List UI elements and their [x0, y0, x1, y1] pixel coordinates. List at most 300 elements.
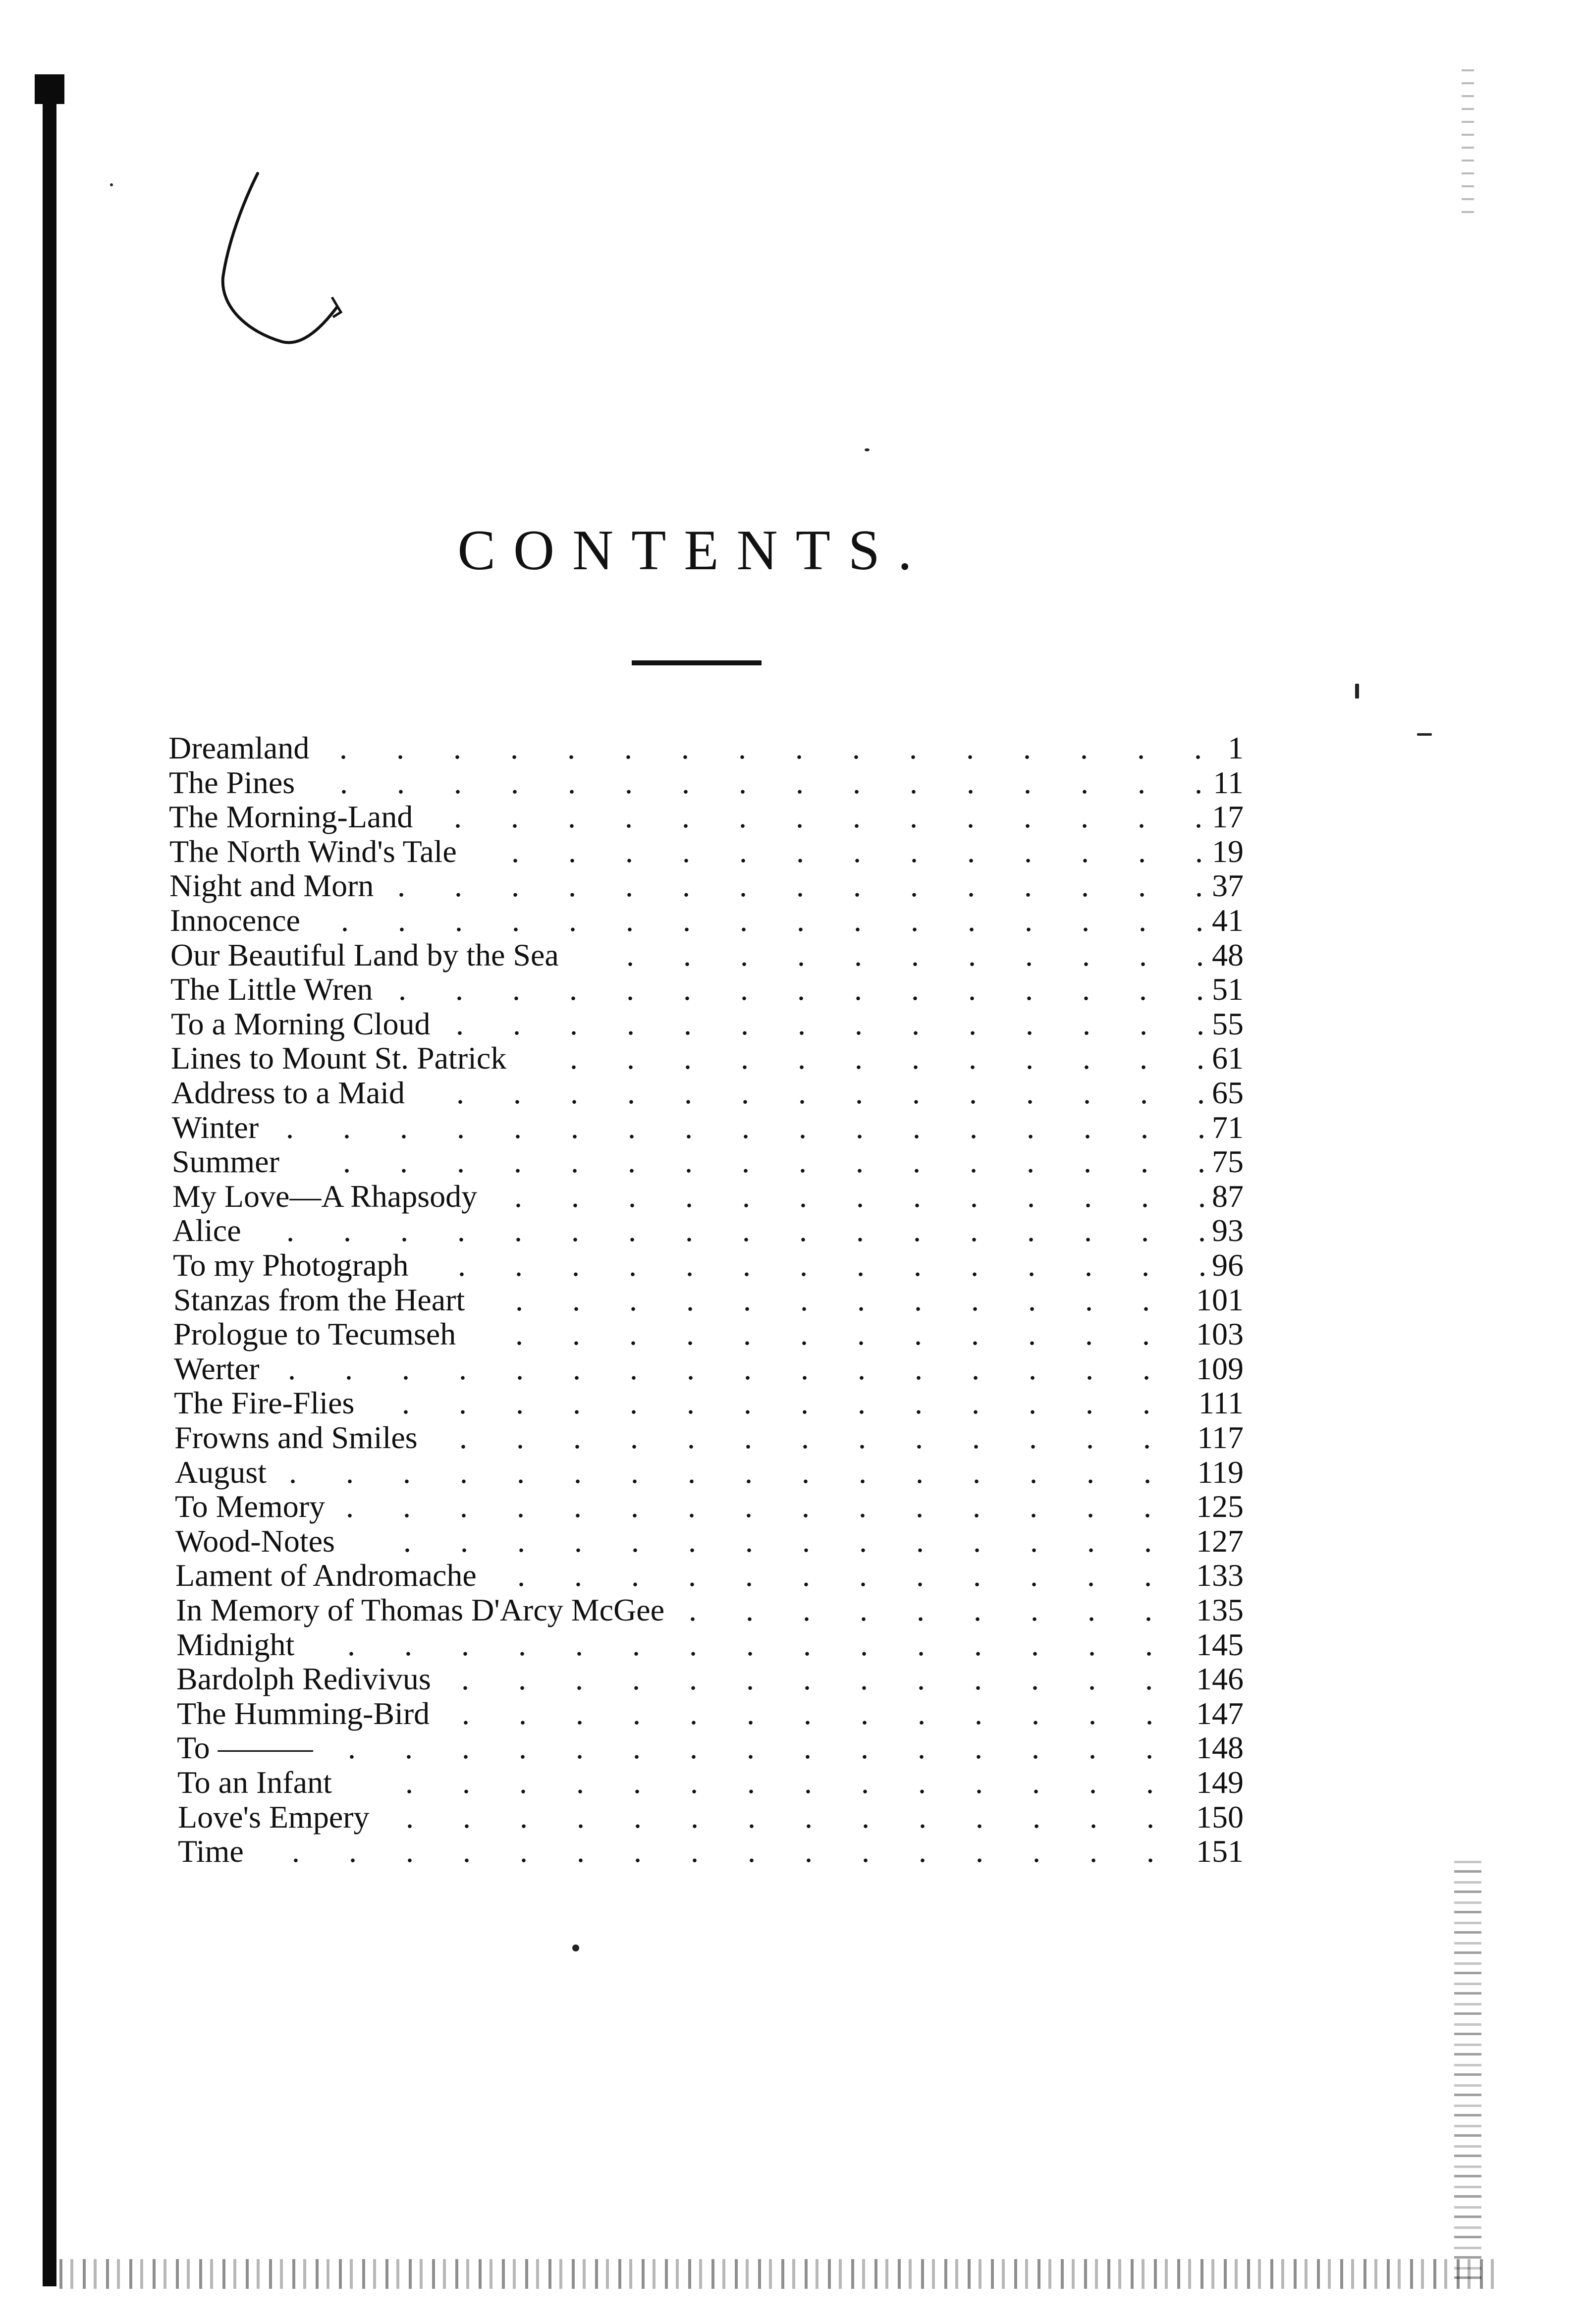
leader-dot: . — [802, 1489, 810, 1524]
leader-dot: . — [970, 1110, 978, 1145]
leader-dot: . — [625, 799, 633, 834]
toc-entry-page: 150 — [1196, 1799, 1244, 1835]
leader-dot: . — [569, 903, 577, 938]
leader-dot: . — [1087, 1489, 1094, 1524]
leader-dot: . — [511, 868, 519, 903]
leader-dot: . — [913, 1213, 921, 1248]
toc-entry — [177, 1730, 1244, 1765]
leader-dot: . — [511, 765, 519, 800]
toc-entry — [172, 1179, 1244, 1214]
leader-dot: . — [856, 1144, 864, 1179]
leader-dot: . — [631, 1489, 639, 1524]
leader-dot: . — [1032, 1696, 1039, 1731]
toc-entry-title: Night and Morn — [169, 868, 374, 903]
leader-dot: . — [685, 1213, 693, 1248]
leader-dot: . — [915, 1351, 923, 1386]
leader-dot: . — [1024, 834, 1032, 869]
leader-dot: . — [339, 730, 347, 765]
leader-dot: . — [800, 1316, 808, 1351]
leader-dot: . — [1145, 1627, 1153, 1662]
leader-dot: . — [341, 903, 349, 938]
leader-dot: . — [1145, 1592, 1152, 1627]
leader-dot: . — [632, 1627, 640, 1662]
leader-dot: . — [458, 1247, 466, 1283]
leader-dot: . — [1086, 1385, 1093, 1420]
leader-dot: . — [799, 1110, 807, 1145]
leader-dot: . — [454, 765, 462, 800]
leader-dot: . — [631, 1558, 639, 1593]
leader-dot: . — [682, 868, 690, 903]
leader-dot: . — [1026, 1040, 1034, 1076]
leader-dot: . — [1027, 1213, 1035, 1248]
toc-entry — [169, 834, 1244, 869]
leader-dot: . — [803, 1661, 811, 1696]
leader-dot: . — [632, 1661, 640, 1696]
leader-dot: . — [968, 972, 976, 1007]
leader-dot: . — [687, 1351, 695, 1386]
toc-entry — [175, 1489, 1244, 1524]
leader-dot: . — [853, 868, 861, 903]
leader-dot: . — [1027, 1179, 1035, 1214]
leader-dot: . — [1144, 1523, 1152, 1559]
leader-dot: . — [970, 1179, 978, 1214]
leader-dot: . — [630, 1420, 638, 1455]
leader-dot: . — [738, 730, 746, 765]
leader-dot: . — [568, 868, 576, 903]
leader-dot: . — [1090, 1799, 1097, 1835]
leader-dot: . — [1196, 937, 1204, 973]
leader-dot: . — [803, 1592, 811, 1627]
leader-dot: . — [974, 1627, 982, 1662]
leader-dot: . — [455, 903, 463, 938]
toc-entry-page: 148 — [1196, 1730, 1244, 1765]
leader-dot: . — [1138, 868, 1146, 903]
leader-dot: . — [916, 1455, 924, 1490]
leader-dot: . — [862, 1799, 870, 1835]
leader-dot: . — [1145, 1730, 1153, 1765]
leader-dot: . — [971, 1247, 979, 1283]
leader-dot: . — [569, 972, 577, 1007]
toc-entry — [176, 1662, 1244, 1696]
leader-dot: . — [975, 1730, 982, 1765]
leader-dot: . — [799, 1144, 807, 1179]
toc-entry — [170, 903, 1244, 938]
leader-dot: . — [801, 1420, 809, 1455]
page-speck — [865, 448, 870, 451]
leader-dot: . — [343, 1144, 351, 1179]
leader-dot: . — [913, 1179, 921, 1214]
toc-entry-page: 41 — [1212, 903, 1244, 938]
leader-dot: . — [1198, 1213, 1206, 1248]
toc-entry-page: 65 — [1212, 1075, 1244, 1110]
leader-dot: . — [740, 972, 748, 1007]
leader-dot: . — [454, 868, 462, 903]
leader-dot: . — [798, 1006, 806, 1041]
leader-dot: . — [628, 1179, 636, 1214]
leader-dot: . — [1141, 1110, 1148, 1145]
leader-dot: . — [629, 1316, 637, 1351]
leader-dot: . — [800, 1247, 808, 1283]
toc-entry-page: 87 — [1212, 1179, 1244, 1214]
leader-dot: . — [682, 799, 690, 834]
leader-dot: . — [630, 1351, 638, 1386]
leader-dot: . — [745, 1455, 753, 1490]
leader-dot: . — [1089, 1765, 1097, 1800]
leader-dot: . — [397, 765, 405, 800]
toc-entry — [173, 1317, 1244, 1351]
leader-dot: . — [625, 868, 633, 903]
leader-dot: . — [1083, 1006, 1090, 1041]
leader-dot: . — [969, 1075, 977, 1110]
leader-dot: . — [741, 1006, 749, 1041]
leader-dot: . — [802, 1523, 810, 1559]
toc-entry-page: 61 — [1212, 1040, 1244, 1076]
leader-dot: . — [517, 1489, 525, 1524]
leader-dot: . — [796, 799, 804, 834]
leader-dot: . — [462, 1696, 470, 1731]
leader-dot: . — [571, 1144, 579, 1179]
leader-dot: . — [745, 1558, 753, 1593]
leader-dot: . — [967, 765, 975, 800]
leader-dot: . — [1198, 1144, 1205, 1179]
leader-dot: . — [460, 1523, 468, 1559]
leader-dot: . — [515, 1282, 523, 1317]
leader-dot: . — [857, 1316, 865, 1351]
leader-dot: . — [916, 1558, 924, 1593]
leader-dot: . — [461, 1627, 469, 1662]
leader-dot: . — [853, 765, 861, 800]
leader-dot: . — [403, 1455, 411, 1490]
leader-dot: . — [573, 1385, 581, 1420]
toc-entry-title: The Humming-Bird — [177, 1696, 430, 1731]
leader-dot: . — [683, 903, 691, 938]
leader-dot: . — [858, 1420, 866, 1455]
toc-entry — [174, 1420, 1244, 1455]
leader-dot: . — [742, 1213, 750, 1248]
leader-dot: . — [739, 765, 747, 800]
toc-entry — [173, 1248, 1244, 1283]
leader-dot: . — [918, 1696, 926, 1731]
leader-dot: . — [685, 1110, 693, 1145]
toc-entry-title: Bardolph Redivivus — [176, 1661, 431, 1696]
leader-dot: . — [404, 1627, 412, 1662]
leader-dot: . — [406, 1834, 414, 1869]
leader-dot: . — [858, 1351, 866, 1386]
leader-dot: . — [403, 1489, 411, 1524]
leader-dot: . — [575, 1627, 583, 1662]
leader-dot: . — [972, 1385, 980, 1420]
leader-dot: . — [571, 1213, 579, 1248]
leader-dot: . — [912, 1075, 920, 1110]
leader-dot: . — [516, 1420, 524, 1455]
leader-dot: . — [1027, 1144, 1035, 1179]
leader-dot: . — [513, 1075, 521, 1110]
toc-entry-title: Wood-Notes — [175, 1523, 335, 1559]
leader-dot: . — [687, 1385, 695, 1420]
leader-dot: . — [968, 937, 976, 973]
leader-dot: . — [917, 1592, 925, 1627]
leader-dot: . — [1199, 1247, 1206, 1283]
leader-dot: . — [739, 799, 747, 834]
leader-dot: . — [460, 1489, 468, 1524]
leader-dot: . — [802, 1558, 810, 1593]
leader-dot: . — [1023, 730, 1031, 765]
leader-dot: . — [743, 1282, 751, 1317]
leader-dot: . — [748, 1834, 756, 1869]
toc-entry-page: 48 — [1212, 937, 1244, 973]
leader-dot: . — [684, 1040, 692, 1076]
toc-entry-title: Winter — [172, 1110, 259, 1145]
leader-dot: . — [804, 1765, 812, 1800]
leader-dot: . — [683, 937, 691, 973]
toc-entry-title: Dreamland — [168, 730, 310, 765]
leader-dot: . — [1143, 1420, 1151, 1455]
leader-dot: . — [970, 1213, 978, 1248]
leader-dot: . — [633, 1696, 641, 1731]
toc-entry-title: To ——— — [177, 1730, 313, 1765]
toc-entry — [177, 1765, 1244, 1800]
leader-dot: . — [398, 972, 406, 1007]
leader-dot: . — [801, 1351, 809, 1386]
leader-dot: . — [743, 1247, 751, 1283]
leader-dot: . — [805, 1799, 813, 1835]
leader-dot: . — [861, 1765, 869, 1800]
leader-dot: . — [520, 1799, 528, 1835]
leader-dot: . — [1032, 1730, 1039, 1765]
toc-entry-title: The Fire-Flies — [174, 1385, 355, 1420]
leader-dot: . — [1030, 1489, 1037, 1524]
leader-dot: . — [519, 1765, 527, 1800]
leader-dot: . — [861, 1730, 869, 1765]
leader-dot: . — [625, 834, 633, 869]
leader-dot: . — [513, 1006, 521, 1041]
leader-dot: . — [514, 1110, 522, 1145]
leader-dot: . — [574, 1523, 582, 1559]
leader-dot: . — [1081, 799, 1089, 834]
leader-dot: . — [911, 972, 919, 1007]
leader-dot: . — [400, 1144, 408, 1179]
toc-entry — [176, 1627, 1244, 1662]
leader-dot: . — [742, 1110, 750, 1145]
leader-dot: . — [633, 1730, 641, 1765]
toc-entry-page: 11 — [1213, 765, 1244, 800]
toc-entry-page: 103 — [1196, 1316, 1244, 1351]
leader-dot: . — [1198, 1179, 1206, 1214]
leader-dot: . — [690, 1765, 698, 1800]
toc-entry — [174, 1386, 1244, 1420]
leader-dot: . — [1029, 1420, 1037, 1455]
leader-dot: . — [801, 1385, 809, 1420]
leader-dot: . — [627, 1006, 635, 1041]
leader-dot: . — [463, 1834, 471, 1869]
leader-dot: . — [682, 834, 690, 869]
leader-dot: . — [684, 1006, 692, 1041]
leader-dot: . — [747, 1696, 755, 1731]
leader-dot: . — [912, 1006, 920, 1041]
page-speck — [1417, 733, 1432, 736]
leader-dot: . — [800, 1282, 808, 1317]
leader-dot: . — [343, 1110, 351, 1145]
toc-entry — [175, 1524, 1244, 1559]
toc-entry-title: Alice — [172, 1213, 241, 1248]
leader-dot: . — [914, 1282, 922, 1317]
leader-dot: . — [568, 765, 576, 800]
leader-dot: . — [683, 972, 691, 1007]
leader-dot: . — [742, 1144, 750, 1179]
leader-dot: . — [460, 1455, 468, 1490]
leader-dot: . — [631, 1523, 639, 1559]
leader-dot: . — [909, 730, 917, 765]
leader-dot: . — [799, 1179, 807, 1214]
page-speck — [572, 1945, 579, 1951]
page-speck — [110, 183, 113, 186]
leader-dot: . — [858, 1385, 866, 1420]
leader-dot: . — [519, 1696, 527, 1731]
leader-dot: . — [628, 1110, 636, 1145]
leader-dot: . — [1087, 1455, 1094, 1490]
leader-dot: . — [518, 1661, 526, 1696]
leader-dot: . — [689, 1592, 697, 1627]
leader-dot: . — [1031, 1627, 1039, 1662]
leader-dot: . — [682, 765, 690, 800]
toc-entry-title: Stanzas from the Heart — [173, 1282, 465, 1317]
leader-dot: . — [915, 1420, 923, 1455]
leader-dot: . — [911, 937, 919, 973]
leader-dot: . — [685, 1179, 693, 1214]
leader-dot: . — [292, 1834, 300, 1869]
leader-dot: . — [853, 834, 861, 869]
leader-dot: . — [746, 1627, 754, 1662]
toc-entry — [169, 765, 1244, 800]
toc-entry-page: 96 — [1212, 1247, 1244, 1283]
leader-dot: . — [796, 765, 804, 800]
leader-dot: . — [628, 1213, 636, 1248]
leader-dot: . — [345, 1351, 353, 1386]
toc-entry — [178, 1800, 1244, 1835]
leader-dot: . — [967, 868, 975, 903]
leader-dot: . — [973, 1558, 981, 1593]
leader-dot: . — [740, 903, 748, 938]
toc-entry — [169, 868, 1244, 903]
leader-dot: . — [740, 937, 748, 973]
toc-entry-page: 1 — [1228, 730, 1244, 765]
leader-dot: . — [459, 1420, 467, 1455]
leader-dot: . — [804, 1730, 812, 1765]
leader-dot: . — [1089, 1730, 1096, 1765]
leader-dot: . — [1087, 1523, 1095, 1559]
leader-dot: . — [910, 765, 918, 800]
leader-dot: . — [573, 1351, 581, 1386]
leader-dot: . — [686, 1282, 694, 1317]
leader-dot: . — [972, 1351, 980, 1386]
page-speck — [1355, 684, 1359, 699]
leader-dot: . — [459, 1385, 467, 1420]
leader-dot: . — [856, 1110, 864, 1145]
leader-dot: . — [518, 1627, 526, 1662]
leader-dot: . — [1195, 799, 1202, 834]
leader-dot: . — [512, 903, 520, 938]
leader-dot: . — [1029, 1351, 1036, 1386]
leader-dot: . — [860, 1661, 868, 1696]
leader-dot: . — [688, 1523, 696, 1559]
page-title: CONTENTS. — [457, 519, 930, 582]
leader-dot: . — [512, 972, 520, 1007]
leader-dot: . — [626, 972, 634, 1007]
leader-dot: . — [461, 1661, 469, 1696]
leader-dot: . — [972, 1420, 980, 1455]
toc-entry-title: The North Wind's Tale — [169, 834, 457, 869]
leader-dot: . — [917, 1661, 925, 1696]
leader-dot: . — [1195, 834, 1203, 869]
leader-dot: . — [970, 1144, 978, 1179]
leader-dot: . — [973, 1489, 981, 1524]
leader-dot: . — [571, 1179, 579, 1214]
toc-entry-page: 17 — [1212, 799, 1244, 834]
toc-entry — [178, 1834, 1244, 1869]
leader-dot: . — [575, 1661, 583, 1696]
leader-dot: . — [1024, 765, 1032, 800]
leader-dot: . — [633, 1765, 641, 1800]
leader-dot: . — [1029, 1385, 1036, 1420]
leader-dot: . — [1025, 903, 1033, 938]
toc-entry-page: 135 — [1196, 1592, 1244, 1627]
toc-entry — [172, 1110, 1244, 1145]
leader-dot: . — [861, 1696, 869, 1731]
leader-dot: . — [690, 1730, 698, 1765]
leader-dot: . — [856, 1213, 864, 1248]
leader-dot: . — [1088, 1627, 1096, 1662]
toc-entry-page: 109 — [1196, 1351, 1244, 1386]
leader-dot: . — [402, 1351, 410, 1386]
leader-dot: . — [914, 1316, 922, 1351]
leader-dot: . — [462, 1765, 470, 1800]
leader-dot: . — [572, 1282, 580, 1317]
leader-dot: . — [860, 1592, 868, 1627]
leader-dot: . — [1144, 1558, 1152, 1593]
leader-dot: . — [1140, 1040, 1147, 1076]
leader-dot: . — [628, 1144, 636, 1179]
leader-dot: . — [1024, 868, 1032, 903]
leader-dot: . — [629, 1247, 637, 1283]
leader-dot: . — [511, 834, 519, 869]
leader-dot: . — [462, 1730, 470, 1765]
leader-dot: . — [347, 1627, 355, 1662]
leader-dot: . — [1082, 972, 1090, 1007]
leader-dot: . — [1028, 1316, 1036, 1351]
toc-entry-page: 37 — [1212, 868, 1244, 903]
leader-dot: . — [626, 903, 634, 938]
leader-dot: . — [688, 1489, 696, 1524]
leader-dot: . — [796, 834, 804, 869]
leader-dot: . — [747, 1730, 755, 1765]
leader-dot: . — [689, 1627, 697, 1662]
leader-dot: . — [746, 1592, 754, 1627]
leader-dot: . — [860, 1627, 868, 1662]
leader-dot: . — [974, 1661, 982, 1696]
leader-dot: . — [919, 1799, 927, 1835]
leader-dot: . — [805, 1834, 813, 1869]
leader-dot: . — [455, 972, 463, 1007]
leader-dot: . — [739, 834, 747, 869]
leader-dot: . — [968, 903, 976, 938]
leader-dot: . — [577, 1834, 585, 1869]
toc-entry — [177, 1696, 1244, 1731]
leader-dot: . — [1140, 1075, 1148, 1110]
leader-dot: . — [567, 730, 575, 765]
leader-dot: . — [1084, 1213, 1092, 1248]
leader-dot: . — [1084, 1179, 1092, 1214]
toc-entry-title: In Memory of Thomas D'Arcy McGee — [176, 1592, 665, 1627]
